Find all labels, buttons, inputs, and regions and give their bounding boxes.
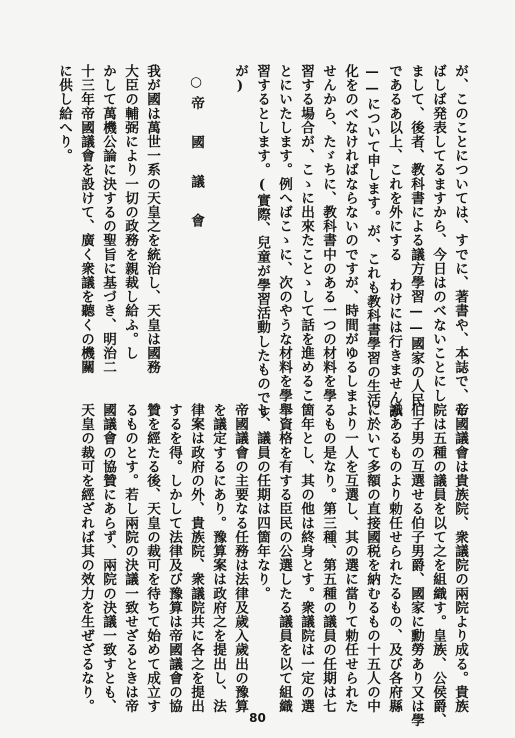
text-line: 習する場合が、こゝに出來たことゝして話を進めるこ	[298, 64, 314, 403]
text-line: 箇年とし、其の他は終身とす。衆議院は一定の選	[298, 403, 314, 714]
page-number: 80	[249, 711, 266, 725]
section-heading: ○帝 國 議 會	[188, 74, 204, 234]
text-line: かして萬機公論に決するの聖旨に基づき、明治二	[100, 64, 116, 375]
text-line: であるあ以上、これを外にする わけには行きませんか	[386, 64, 402, 419]
text-line: 伯子男の互選せる伯子男爵、國家に勳勞あり又は學	[408, 403, 424, 728]
text-line: るもの是なり。第三種、第五種の議員の任期は七	[320, 403, 336, 714]
text-line: 識あるものより勅任せられたるもの、及び各府縣	[386, 403, 402, 714]
blank-column	[207, 64, 229, 409]
text-line: とにいたします。例へばこゝに、次のやうな材料を學	[276, 64, 292, 403]
text-line: 帝國議會の主要なる任務は法律及歲入歲出の豫算	[232, 403, 248, 714]
text-line: を議定するにあり。豫算案は政府之を提出し、法	[210, 403, 226, 714]
text-line: 律案は政府の外、貴族院、衆議院共に各之を提出	[188, 403, 204, 714]
text-line: に供し給へり。	[56, 64, 72, 163]
text-line: し、議員の任期は四箇年なり。	[254, 403, 270, 601]
text-line: 舉資格を有する臣民の公選したる議員を以て組織	[276, 403, 292, 714]
text-line: 大臣の輔弼により一切の政務を親裁し給ふ。し	[122, 64, 138, 361]
text-line: 天皇の裁可を經ざれば其の效力を生ぜざるなり。	[78, 403, 94, 714]
text-line: まして、後者、教科書による議方學習——國家の人民	[408, 64, 424, 408]
text-line: に於いて多額の直接國税を納むるもの十五人の中	[364, 403, 380, 714]
text-line: が、このことについては、すでに、著書や、本誌で、し	[452, 64, 468, 417]
text-line: が)	[232, 64, 248, 95]
text-line: 習するとします。(實際、兒童が學習活動したものです	[254, 64, 270, 419]
text-line: 國議會の協贊にあらず、兩院の決議一致すとも、	[100, 403, 116, 714]
text-line: 帝國議會は貴族院、衆議院の兩院より成る。貴族	[452, 403, 468, 714]
blank-column	[163, 64, 185, 409]
text-line: 化をのべなければならないのですが、時間がゆるしま	[342, 64, 358, 403]
text-line: るものとす。若し兩院の決議一致せざるときは帝	[122, 403, 138, 714]
text-line: 十三年帝國議會を設けて、廣く衆議を聽くの機關	[78, 64, 94, 375]
text-line: ——について申します。が、これも教科書學習の生活	[364, 64, 380, 408]
upper-text-block	[53, 64, 471, 419]
text-line: 院は五種の議員を以て之を組織す。皇族、公侯爵、	[430, 403, 446, 728]
text-line: 贊を經たる後、天皇の裁可を待ちて始めて成立す	[144, 403, 160, 714]
text-line: せんから、たゞちに、教科書中のある一つの材料を學	[320, 64, 336, 403]
text-line: ばしば発表してるますから、今日はのべないことにし	[430, 64, 446, 403]
text-line: 我が國は萬世一系の天皇之を統治し、天皇は國務	[144, 64, 160, 375]
text-line: するを得。しかして法律及び豫算は帝國議會の協	[166, 403, 182, 714]
text-line: より一人を互選し、其の選に當りて勅任せられた	[342, 403, 358, 714]
